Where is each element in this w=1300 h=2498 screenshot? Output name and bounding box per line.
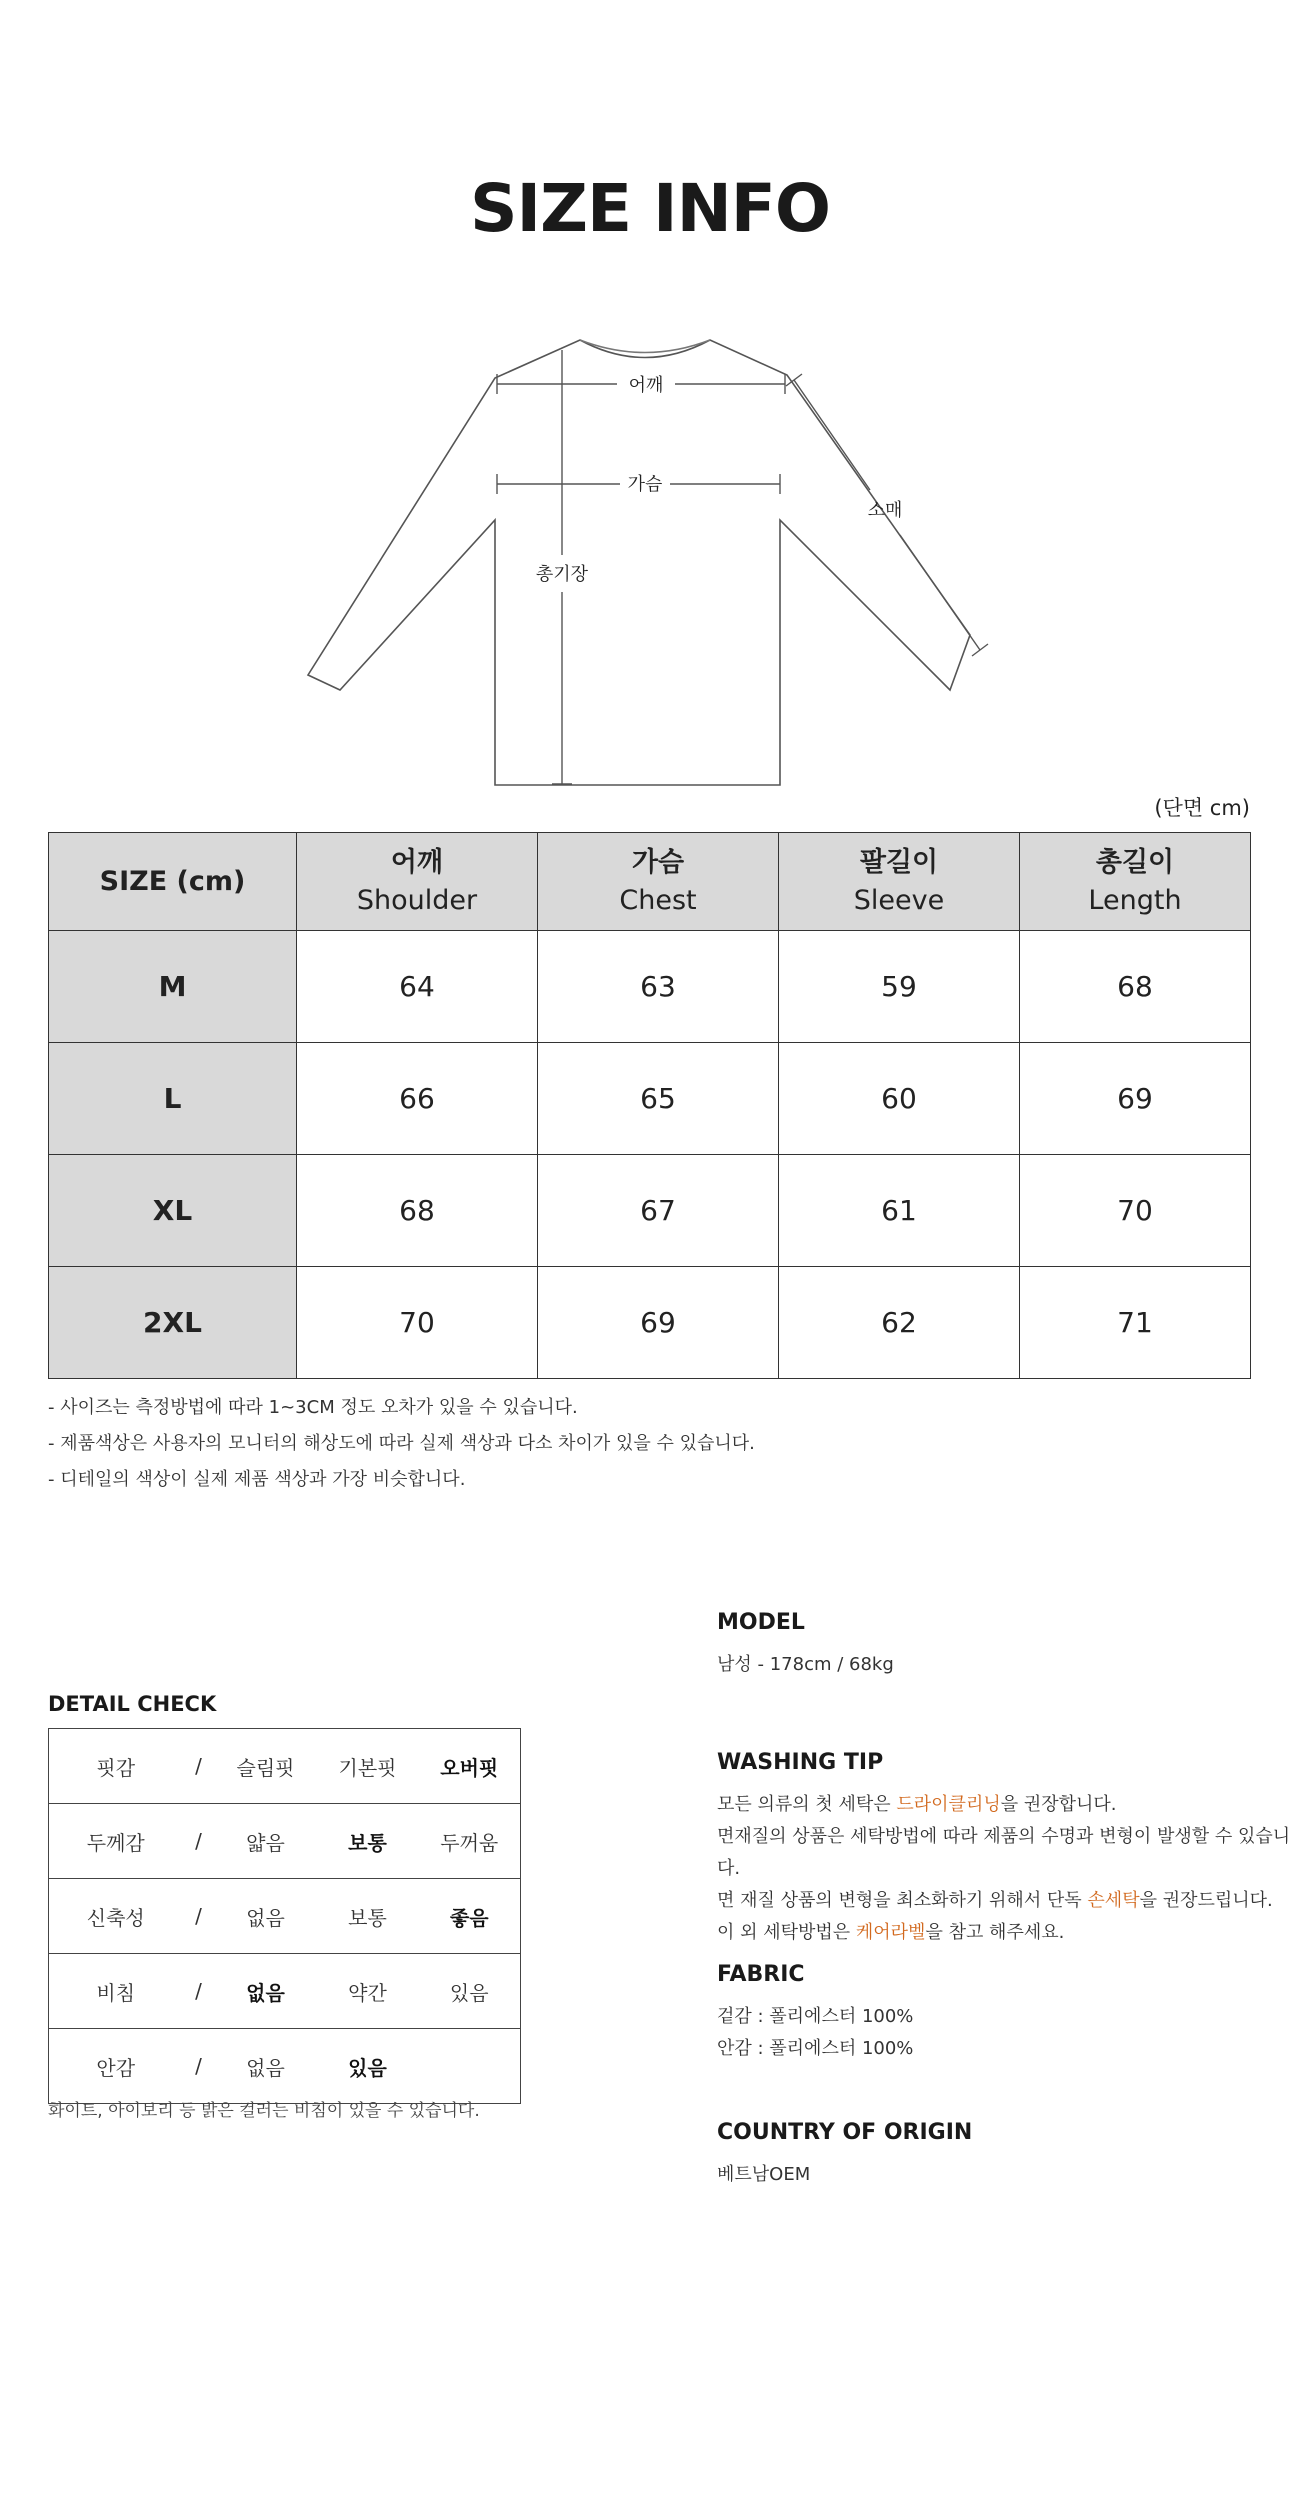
detail-check-title: DETAIL CHECK <box>48 1692 217 1716</box>
length-value: 68 <box>1020 931 1251 1043</box>
chest-value: 65 <box>538 1043 779 1155</box>
washing-line: 면재질의 상품은 세탁방법에 따라 제품의 수명과 변형이 발생할 수 있습니다. <box>717 1826 1291 1879</box>
detail-option-selected: 없음 <box>215 1954 317 2029</box>
washing-line: 이 외 세탁방법은 케어라벨을 참고 해주세요. <box>717 1922 1065 1943</box>
detail-label: 비침 <box>49 1954 183 2029</box>
shoulder-value: 68 <box>297 1155 538 1267</box>
detail-option <box>419 2029 521 2104</box>
chest-value: 67 <box>538 1155 779 1267</box>
table-row <box>49 1155 1251 1267</box>
fabric-lining: 안감 : 폴리에스터 100% <box>717 2038 914 2059</box>
length-value: 69 <box>1020 1043 1251 1155</box>
header-shoulder: 어깨 Shoulder <box>297 833 538 931</box>
size-table <box>48 832 1251 1379</box>
detail-label: 안감 <box>49 2029 183 2104</box>
detail-option-selected: 좋음 <box>419 1879 521 1954</box>
model-text: 남성 - 178cm / 68kg <box>717 1654 894 1675</box>
detail-separator: / <box>183 2029 215 2104</box>
sleeve-measure-line <box>794 380 870 490</box>
header-size: SIZE (cm) <box>49 833 297 931</box>
sleeve-label: 소매 <box>867 500 903 521</box>
length-value: 71 <box>1020 1267 1251 1379</box>
detail-label: 두께감 <box>49 1804 183 1879</box>
detail-row-thickness <box>49 1804 521 1879</box>
note-item: - 디테일의 색상이 실제 제품 색상과 가장 비슷합니다. <box>48 1469 466 1490</box>
origin-text: 베트남OEM <box>717 2164 811 2185</box>
note-item: - 사이즈는 측정방법에 따라 1~3CM 정도 오차가 있을 수 있습니다. <box>48 1397 578 1418</box>
chest-value: 69 <box>538 1267 779 1379</box>
header-length: 총길이 Length <box>1020 833 1251 931</box>
detail-row-fit <box>49 1729 521 1804</box>
washing-line: 모든 의류의 첫 세탁은 드라이클리닝을 권장합니다. <box>717 1794 1117 1815</box>
detail-check-table <box>48 1728 521 2104</box>
length-value: 70 <box>1020 1155 1251 1267</box>
detail-option-selected: 보통 <box>317 1804 419 1879</box>
fabric-title: FABRIC <box>717 1962 805 1987</box>
detail-separator: / <box>183 1879 215 1954</box>
detail-option: 없음 <box>215 2029 317 2104</box>
table-row <box>49 931 1251 1043</box>
garment-outline <box>308 340 970 785</box>
washing-highlight: 케어라벨 <box>855 1922 926 1943</box>
sleeve-value: 61 <box>779 1155 1020 1267</box>
detail-row-sheerness <box>49 1954 521 2029</box>
model-section <box>717 1610 894 1681</box>
detail-row-stretch <box>49 1879 521 1954</box>
detail-check-note: 화이트, 아이보리 등 밝은 컬러는 비침이 있을 수 있습니다. <box>48 2101 480 2121</box>
size-notes <box>48 1390 755 1498</box>
detail-separator: / <box>183 1729 215 1804</box>
size-cell: L <box>49 1043 297 1155</box>
origin-section <box>717 2120 972 2191</box>
detail-option: 있음 <box>419 1954 521 2029</box>
washing-title: WASHING TIP <box>717 1750 884 1775</box>
detail-row-lining <box>49 2029 521 2104</box>
sleeve-value: 60 <box>779 1043 1020 1155</box>
fabric-section <box>717 1962 913 2065</box>
garment-diagram <box>300 330 1000 800</box>
detail-option: 슬림핏 <box>215 1729 317 1804</box>
model-title: MODEL <box>717 1610 805 1635</box>
length-label: 총기장 <box>535 564 589 585</box>
detail-option: 약간 <box>317 1954 419 2029</box>
detail-option: 보통 <box>317 1879 419 1954</box>
size-cell: 2XL <box>49 1267 297 1379</box>
detail-option-selected: 오버핏 <box>419 1729 521 1804</box>
size-table-header <box>49 833 1251 931</box>
detail-option: 기본핏 <box>317 1729 419 1804</box>
unit-note: (단면 cm) <box>1154 796 1250 820</box>
detail-label: 신축성 <box>49 1879 183 1954</box>
washing-section <box>717 1750 1300 1949</box>
washing-highlight: 드라이클리닝 <box>896 1794 1001 1815</box>
washing-line: 면 재질 상품의 변형을 최소화하기 위해서 단독 손세탁을 권장드립니다. <box>717 1890 1273 1911</box>
detail-option: 없음 <box>215 1879 317 1954</box>
detail-separator: / <box>183 1954 215 2029</box>
size-cell: M <box>49 931 297 1043</box>
fabric-outer: 겉감 : 폴리에스터 100% <box>717 2006 914 2027</box>
detail-separator: / <box>183 1804 215 1879</box>
detail-option: 얇음 <box>215 1804 317 1879</box>
detail-option: 두꺼움 <box>419 1804 521 1879</box>
shoulder-label: 어깨 <box>628 375 664 396</box>
origin-title: COUNTRY OF ORIGIN <box>717 2120 973 2145</box>
detail-label: 핏감 <box>49 1729 183 1804</box>
chest-label: 가슴 <box>627 474 663 495</box>
header-chest: 가슴 Chest <box>538 833 779 931</box>
header-sleeve: 팔길이 Sleeve <box>779 833 1020 931</box>
note-item: - 제품색상은 사용자의 모니터의 해상도에 따라 실제 색상과 다소 차이가 있을 수 있습니다. <box>48 1433 755 1454</box>
detail-option-selected: 있음 <box>317 2029 419 2104</box>
shoulder-value: 64 <box>297 931 538 1043</box>
table-row <box>49 1267 1251 1379</box>
shoulder-value: 70 <box>297 1267 538 1379</box>
page-title: SIZE INFO <box>470 170 830 247</box>
table-row <box>49 1043 1251 1155</box>
size-cell: XL <box>49 1155 297 1267</box>
sleeve-value: 59 <box>779 931 1020 1043</box>
shoulder-value: 66 <box>297 1043 538 1155</box>
sleeve-value: 62 <box>779 1267 1020 1379</box>
chest-value: 63 <box>538 931 779 1043</box>
washing-highlight: 손세탁 <box>1087 1890 1140 1911</box>
